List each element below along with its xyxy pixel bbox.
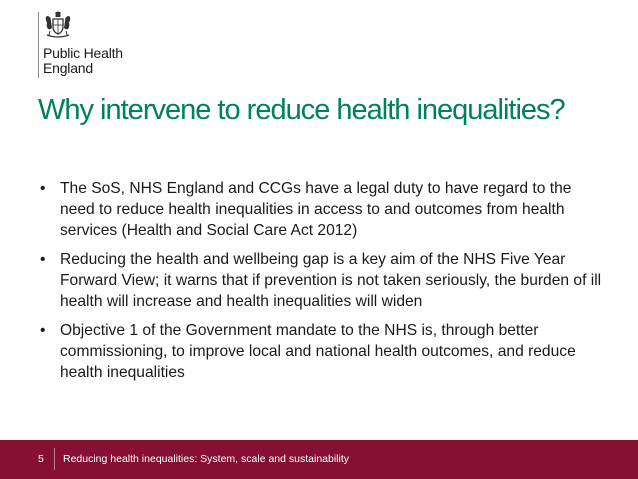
bullet-marker: • — [40, 322, 46, 339]
footer-bar — [0, 440, 638, 479]
bullet-item — [38, 178, 608, 241]
logo-line-1: Public Health — [43, 45, 123, 61]
royal-crest-icon — [42, 10, 74, 40]
bullet-marker: • — [40, 180, 46, 197]
logo-wordmark — [43, 46, 123, 76]
slide-title: Why intervene to reduce health inequalities? — [38, 94, 565, 126]
bullet-text: Reducing the health and wellbeing gap is a key aim of the NHS Five Year Forward View; it warns that if prevention is not taken seriously, the burden of ill health will increase and health inequalities will widen — [60, 251, 602, 310]
bullet-text: Objective 1 of the Government mandate to the NHS is, through better commissioning, to improve local and national health outcomes, and reduce health inequalities — [60, 322, 576, 381]
footer-divider — [54, 448, 55, 470]
logo-line-2: England — [43, 60, 93, 76]
footer-caption: Reducing health inequalities: System, scale and sustainability — [63, 453, 349, 465]
page-number: 5 — [38, 453, 44, 465]
bullet-list — [38, 178, 608, 391]
bullet-item — [38, 249, 608, 312]
phe-logo — [38, 10, 148, 80]
logo-divider — [38, 12, 39, 78]
bullet-marker: • — [40, 251, 46, 268]
bullet-text: The SoS, NHS England and CCGs have a legal duty to have regard to the need to reduce health inequalities in access to and outcomes from health services (Health and Social Care Act 2012) — [60, 180, 572, 239]
bullet-item — [38, 320, 608, 383]
